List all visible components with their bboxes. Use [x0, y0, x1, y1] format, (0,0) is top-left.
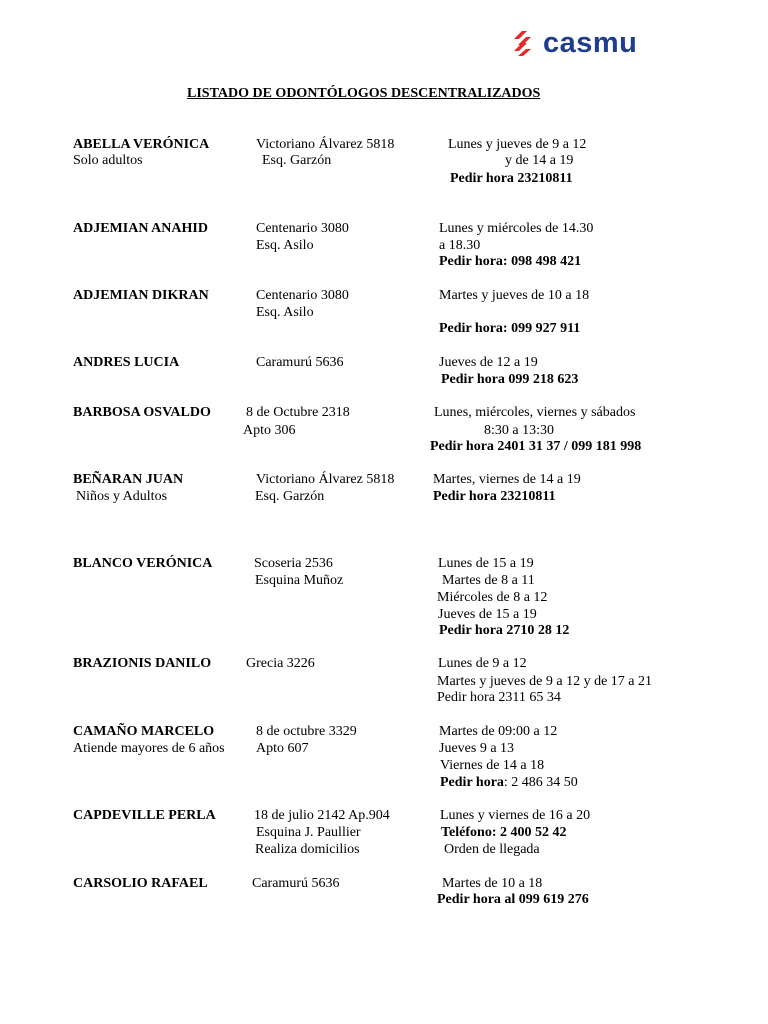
- contact-line: Pedir hora 2311 65 34: [437, 690, 561, 705]
- address-line: Victoriano Álvarez 5818: [256, 137, 395, 152]
- schedule-line: Lunes y jueves de 9 a 12: [448, 137, 587, 152]
- dentist-note: Niños y Adultos: [76, 489, 168, 504]
- schedule-line: 8:30 a 13:30: [484, 423, 554, 438]
- dentist-name: CARSOLIO RAFAEL: [73, 876, 208, 891]
- schedule-line: Martes de 10 a 18: [442, 876, 543, 891]
- address-line: Scoseria 2536: [254, 556, 333, 571]
- contact-line: [440, 775, 578, 791]
- contact-line: Pedir hora 23210811: [450, 171, 573, 186]
- schedule-line: Jueves de 12 a 19: [439, 355, 538, 370]
- address-line: Apto 607: [256, 741, 309, 756]
- address-line: 8 de Octubre 2318: [246, 405, 350, 420]
- contact-line: Pedir hora: 098 498 421: [439, 254, 582, 269]
- address-line: Caramurú 5636: [252, 876, 340, 891]
- schedule-line: Lunes, miércoles, viernes y sábados: [434, 405, 636, 420]
- dentist-name: ABELLA VERÓNICA: [73, 137, 210, 152]
- dentist-name: CAMAÑO MARCELO: [73, 724, 215, 739]
- contact-line: Pedir hora al 099 619 276: [437, 892, 589, 907]
- dentist-name: CAPDEVILLE PERLA: [73, 808, 216, 823]
- schedule-line: Miércoles de 8 a 12: [437, 590, 548, 605]
- casmu-logo-mark-icon: [513, 30, 537, 56]
- dentist-name: ANDRES LUCIA: [73, 355, 180, 370]
- schedule-line: Martes y jueves de 10 a 18: [439, 288, 590, 303]
- schedule-line: Martes, viernes de 14 a 19: [433, 472, 581, 487]
- schedule-line: Viernes de 14 a 18: [440, 758, 545, 773]
- schedule-line: a 18.30: [439, 238, 481, 253]
- schedule-line: Lunes y viernes de 16 a 20: [440, 808, 591, 823]
- address-line: Grecia 3226: [246, 656, 315, 671]
- dentist-name: ADJEMIAN DIKRAN: [73, 288, 209, 303]
- address-line: Centenario 3080: [256, 221, 349, 236]
- address-line: Esq. Garzón: [255, 489, 325, 504]
- address-line: Caramurú 5636: [256, 355, 344, 370]
- contact-line: Pedir hora 099 218 623: [441, 372, 579, 387]
- address-line: Esq. Garzón: [262, 153, 332, 168]
- address-line: Esquina J. Paullier: [256, 825, 361, 840]
- schedule-line: Jueves de 15 a 19: [438, 607, 537, 622]
- address-line: Esq. Asilo: [256, 305, 314, 320]
- casmu-logo: [513, 28, 637, 58]
- dentist-note: Solo adultos: [73, 153, 143, 168]
- extra-line: Orden de llegada: [444, 842, 540, 857]
- contact-label: Pedir hora: [440, 775, 504, 790]
- contact-line: Teléfono: 2 400 52 42: [441, 825, 567, 840]
- dentist-name: BLANCO VERÓNICA: [73, 556, 213, 571]
- address-line: Centenario 3080: [256, 288, 349, 303]
- dentist-name: BARBOSA OSVALDO: [73, 405, 211, 420]
- contact-value: : 2 486 34 50: [503, 775, 578, 790]
- dentist-name: ADJEMIAN ANAHID: [73, 221, 208, 236]
- schedule-line: Martes y jueves de 9 a 12 y de 17 a 21: [437, 674, 652, 689]
- schedule-line: y de 14 a 19: [505, 153, 574, 168]
- schedule-line: Jueves 9 a 13: [439, 741, 515, 756]
- address-line: Apto 306: [243, 423, 296, 438]
- address-line: Esquina Muñoz: [255, 573, 344, 588]
- schedule-line: Lunes y miércoles de 14.30: [439, 221, 594, 236]
- dentist-note: Atiende mayores de 6 años: [73, 741, 225, 756]
- address-line: 8 de octubre 3329: [256, 724, 357, 739]
- dentist-name: BRAZIONIS DANILO: [73, 656, 212, 671]
- page-title: LISTADO DE ODONTÓLOGOS DESCENTRALIZADOS: [187, 86, 541, 101]
- contact-line: Pedir hora: 099 927 911: [439, 321, 581, 336]
- address-line: 18 de julio 2142 Ap.904: [254, 808, 390, 823]
- dentist-name: BEÑARAN JUAN: [73, 472, 184, 487]
- logo-text: casmu: [543, 27, 638, 59]
- schedule-line: Martes de 8 a 11: [442, 573, 535, 588]
- contact-line: Pedir hora 23210811: [433, 489, 556, 504]
- contact-line: Pedir hora 2710 28 12: [439, 623, 570, 638]
- schedule-line: Lunes de 15 a 19: [438, 556, 534, 571]
- address-line: Esq. Asilo: [256, 238, 314, 253]
- address-line: Victoriano Álvarez 5818: [256, 472, 395, 487]
- schedule-line: Lunes de 9 a 12: [438, 656, 527, 671]
- address-line: Realiza domicilios: [255, 842, 360, 857]
- schedule-line: Martes de 09:00 a 12: [439, 724, 558, 739]
- contact-line: Pedir hora 2401 31 37 / 099 181 998: [430, 439, 642, 454]
